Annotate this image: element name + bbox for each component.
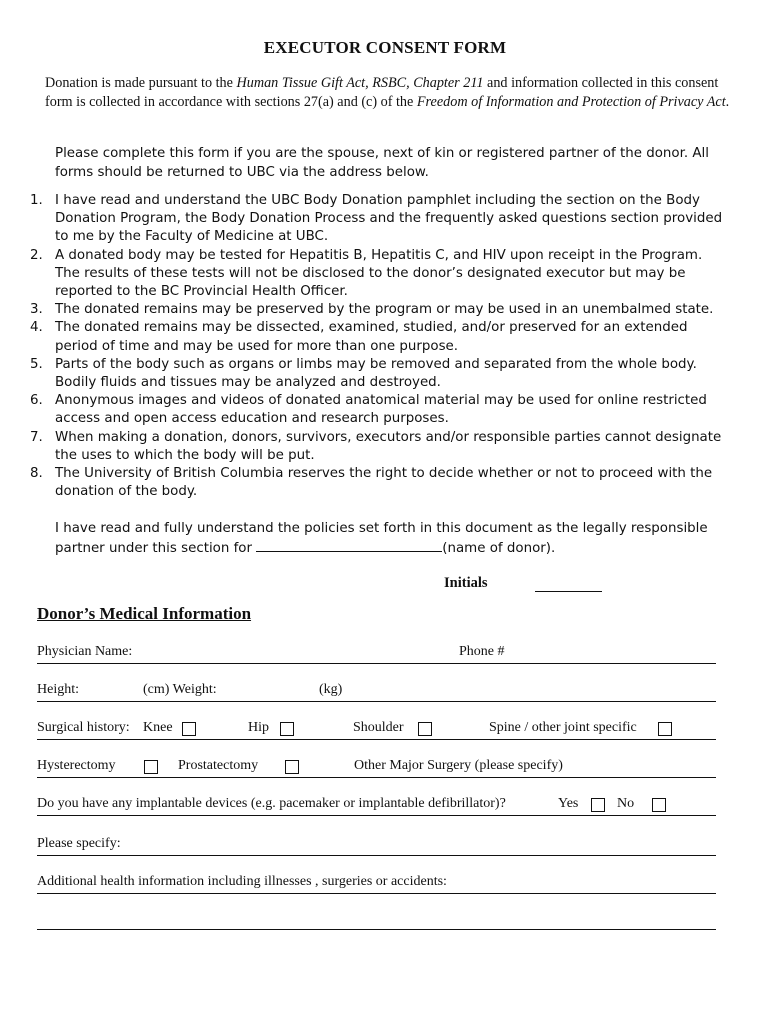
policy-text: Parts of the body such as organs or limbs may be removed and separated from the whole body. Bodily fluids and tissues may be analyzed and destroyed. — [55, 356, 697, 391]
policy-number: 8. — [30, 466, 43, 482]
policy-number: 5. — [30, 356, 43, 372]
policy-item — [30, 247, 730, 302]
no-label: No — [617, 796, 635, 811]
specify-label: Please specify: — [37, 836, 121, 851]
implant-no-checkbox[interactable] — [652, 798, 666, 812]
intro-text-2: and information collected in this consent form is collected in accordance with sections 27(a) and (c) of the — [45, 75, 719, 110]
phone-label: Phone # — [459, 644, 505, 659]
policy-item — [30, 465, 730, 501]
policy-number: 7. — [30, 429, 43, 445]
hysterectomy-label: Hysterectomy — [37, 758, 116, 773]
knee-checkbox[interactable] — [182, 722, 196, 736]
cm-weight-label: (cm) Weight: — [143, 682, 217, 697]
spine-label: Spine / other joint specific — [489, 720, 637, 735]
implant-yes-checkbox[interactable] — [591, 798, 605, 812]
medical-info-heading: Donor’s Medical Information — [37, 604, 252, 623]
policy-text: The donated remains may be dissected, examined, studied, and/or preserved for an extended period of time and may be used for more than one purpose. — [55, 320, 688, 354]
policy-item — [30, 429, 730, 465]
policy-item — [30, 301, 730, 319]
implant-row — [37, 793, 716, 816]
policy-text: I have read and understand the UBC Body Donation pamphlet including the section on the Body Donation Program, the Body Donation Process and the frequently asked questions section provided to me by the Faculty of Medicine at UBC. — [55, 193, 723, 245]
policy-text: The University of British Columbia reserves the right to decide whether or not to proceed with the donation of the body. — [55, 466, 713, 500]
prostatectomy-checkbox[interactable] — [285, 760, 299, 774]
donor-name-field[interactable] — [256, 538, 442, 552]
initials-label: Initials — [444, 575, 488, 591]
surgical-history-row — [37, 717, 716, 740]
additional-info-row[interactable] — [37, 871, 716, 894]
ack-text-after: (name of donor). — [442, 541, 556, 556]
shoulder-label: Shoulder — [353, 720, 404, 735]
policy-number: 3. — [30, 302, 43, 318]
instructions-paragraph: Please complete this form if you are the spouse, next of kin or registered partner of the donor. All forms should be returned to UBC via the address below. — [55, 146, 709, 180]
shoulder-checkbox[interactable] — [418, 722, 432, 736]
form-title: EXECUTOR CONSENT FORM — [263, 38, 507, 57]
additional-info-label: Additional health information including illnesses , surgeries or accidents: — [37, 874, 447, 889]
policy-number: 6. — [30, 393, 43, 409]
policy-text: The donated remains may be preserved by the program or may be used in an unembalmed state. — [55, 302, 714, 318]
major-surgery-row — [37, 755, 716, 778]
physician-name-label: Physician Name: — [37, 644, 133, 659]
act-name-foippa: Freedom of Information and Protection of Privacy Act — [416, 94, 726, 110]
hip-checkbox[interactable] — [280, 722, 294, 736]
policy-list — [30, 192, 730, 501]
height-weight-row[interactable] — [37, 679, 716, 702]
intro-paragraph — [45, 74, 740, 112]
hysterectomy-checkbox[interactable] — [144, 760, 158, 774]
spine-checkbox[interactable] — [658, 722, 672, 736]
policy-text: A donated body may be tested for Hepatitis B, Hepatitis C, and HIV upon receipt in the Program. The results of these tests will not be disclosed to the donor’s designated executor but may be reported to the BC Provincial Health Officer. — [55, 247, 703, 300]
prostatectomy-label: Prostatectomy — [178, 758, 259, 773]
policy-item — [30, 392, 730, 428]
yes-label: Yes — [558, 796, 579, 811]
act-name-tissue-gift: Human Tissue Gift Act, RSBC, Chapter 211 — [236, 75, 484, 91]
policy-item — [30, 192, 730, 247]
surgical-history-label: Surgical history: — [37, 720, 130, 735]
specify-row[interactable] — [37, 833, 716, 856]
ack-text-before: I have read and fully understand the policies set forth in this document as the legally responsible partner under this section for — [55, 521, 708, 556]
intro-text-1: Donation is made pursuant to the — [45, 75, 237, 91]
additional-info-line[interactable] — [37, 929, 716, 930]
initials-field[interactable] — [535, 591, 602, 592]
other-surgery-label: Other Major Surgery (please specify) — [354, 758, 563, 773]
policy-number: 1. — [30, 193, 43, 208]
height-label: Height: — [37, 682, 79, 697]
knee-label: Knee — [143, 720, 173, 735]
policy-number: 4. — [30, 320, 43, 336]
policy-text: Anonymous images and videos of donated anatomical material may be used for online restricted access and open access education and research purposes. — [55, 393, 707, 427]
policy-item — [30, 319, 730, 355]
acknowledgement-paragraph — [55, 519, 735, 558]
policy-item — [30, 356, 730, 392]
physician-row[interactable] — [37, 641, 716, 664]
hip-label: Hip — [248, 720, 269, 735]
policy-number: 2. — [30, 247, 43, 263]
policy-text: When making a donation, donors, survivors, executors and/or responsible parties cannot designate the uses to which the body will be put. — [55, 429, 722, 463]
intro-text-3: . — [725, 94, 730, 110]
kg-label: (kg) — [319, 682, 343, 697]
implant-question: Do you have any implantable devices (e.g. pacemaker or implantable defibrillator)? — [37, 796, 506, 811]
